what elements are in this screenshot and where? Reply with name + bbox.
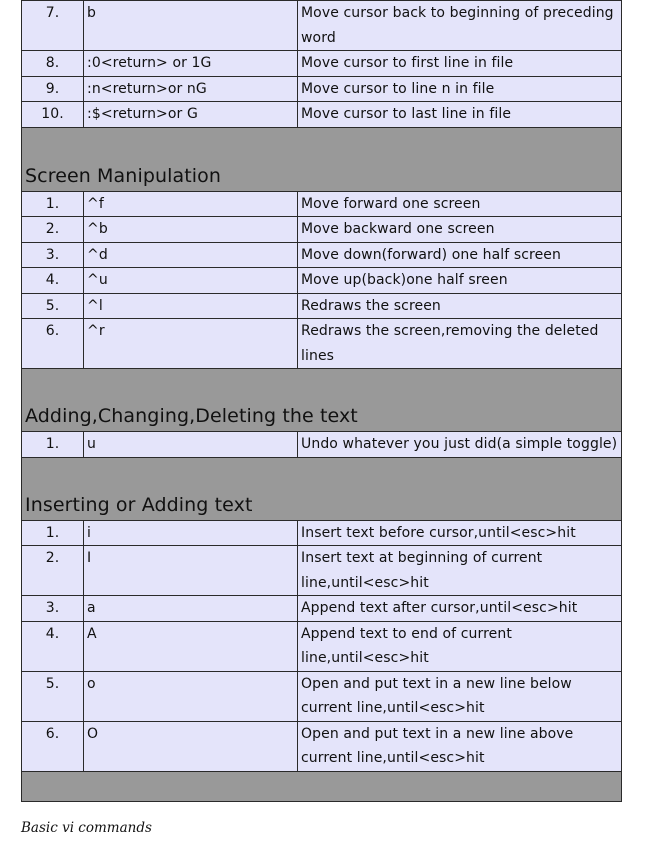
command-row (22, 268, 622, 294)
command-row (22, 596, 622, 622)
command-description: Redraws the screen,removing the deleted lines (298, 319, 622, 369)
command-description: Redraws the screen (298, 293, 622, 319)
section-title: Adding,Changing,Deleting the text (22, 369, 622, 432)
command-row (22, 671, 622, 721)
command-row (22, 1, 622, 51)
command-number: 10. (22, 102, 84, 128)
command-description: Move cursor to last line in file (298, 102, 622, 128)
command-description: Open and put text in a new line below current line,until<esc>hit (298, 671, 622, 721)
command-key: a (84, 596, 298, 622)
section-header-row (22, 369, 622, 432)
command-row (22, 721, 622, 771)
command-key: ^r (84, 319, 298, 369)
command-row (22, 242, 622, 268)
command-key: :$<return>or G (84, 102, 298, 128)
command-row (22, 293, 622, 319)
table-footer-cell (22, 771, 622, 801)
command-number: 3. (22, 242, 84, 268)
command-number: 2. (22, 546, 84, 596)
command-number: 6. (22, 319, 84, 369)
command-key: i (84, 520, 298, 546)
command-description: Append text after cursor,until<esc>hit (298, 596, 622, 622)
command-number: 5. (22, 671, 84, 721)
command-key: ^l (84, 293, 298, 319)
command-number: 8. (22, 51, 84, 77)
command-key: ^d (84, 242, 298, 268)
command-key: o (84, 671, 298, 721)
command-row (22, 76, 622, 102)
command-key: A (84, 621, 298, 671)
command-number: 7. (22, 1, 84, 51)
command-key: ^f (84, 191, 298, 217)
command-key: u (84, 432, 298, 458)
command-key: :0<return> or 1G (84, 51, 298, 77)
command-number: 1. (22, 191, 84, 217)
command-description: Move down(forward) one half screen (298, 242, 622, 268)
command-row (22, 217, 622, 243)
command-number: 5. (22, 293, 84, 319)
command-row (22, 51, 622, 77)
command-key: :n<return>or nG (84, 76, 298, 102)
command-description: Move up(back)one half sreen (298, 268, 622, 294)
command-key: ^u (84, 268, 298, 294)
command-number: 1. (22, 520, 84, 546)
command-key: ^b (84, 217, 298, 243)
command-row (22, 520, 622, 546)
section-header-row (22, 127, 622, 191)
command-description: Move cursor back to beginning of preceding word (298, 1, 622, 51)
command-description: Move forward one screen (298, 191, 622, 217)
command-key: I (84, 546, 298, 596)
command-number: 6. (22, 721, 84, 771)
section-title: Screen Manipulation (22, 127, 622, 191)
command-description: Undo whatever you just did(a simple toggle) (298, 432, 622, 458)
command-row (22, 191, 622, 217)
vi-commands-table-body (22, 1, 622, 802)
command-description: Insert text at beginning of current line,until<esc>hit (298, 546, 622, 596)
command-description: Insert text before cursor,until<esc>hit (298, 520, 622, 546)
vi-commands-table (21, 0, 622, 802)
command-row (22, 432, 622, 458)
command-row (22, 102, 622, 128)
command-number: 1. (22, 432, 84, 458)
command-description: Append text to end of current line,until<esc>hit (298, 621, 622, 671)
section-header-row (22, 457, 622, 520)
command-row (22, 546, 622, 596)
command-number: 4. (22, 268, 84, 294)
command-number: 3. (22, 596, 84, 622)
command-number: 9. (22, 76, 84, 102)
command-row (22, 621, 622, 671)
command-row (22, 319, 622, 369)
table-caption: Basic vi commands (21, 820, 152, 836)
command-number: 2. (22, 217, 84, 243)
command-key: b (84, 1, 298, 51)
table-footer-band (22, 771, 622, 801)
command-description: Move cursor to first line in file (298, 51, 622, 77)
command-key: O (84, 721, 298, 771)
command-number: 4. (22, 621, 84, 671)
command-description: Move cursor to line n in file (298, 76, 622, 102)
command-description: Open and put text in a new line above current line,until<esc>hit (298, 721, 622, 771)
section-title: Inserting or Adding text (22, 457, 622, 520)
command-description: Move backward one screen (298, 217, 622, 243)
